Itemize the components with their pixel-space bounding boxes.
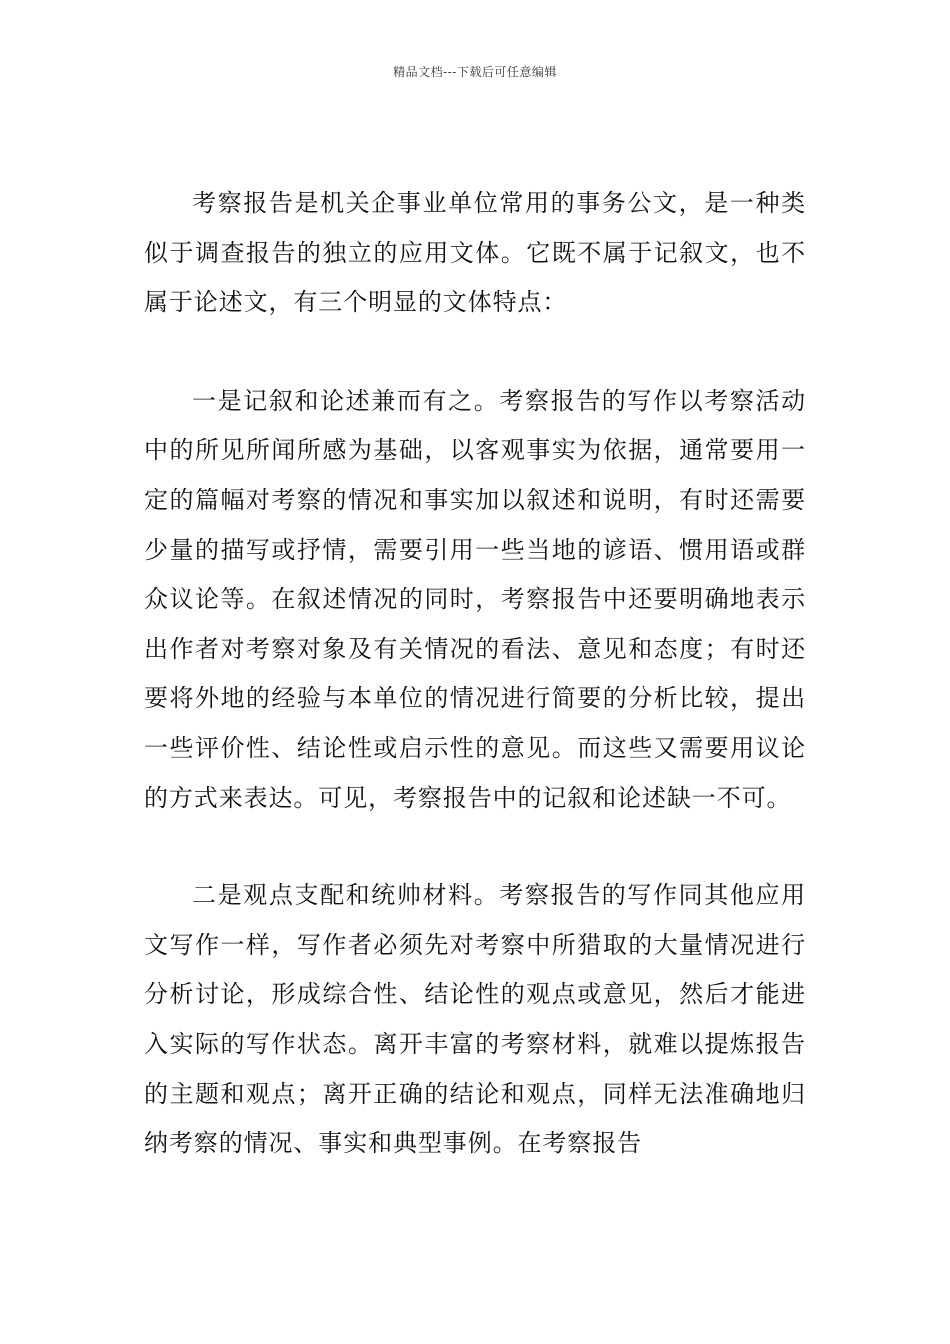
paragraph-intro: 考察报告是机关企事业单位常用的事务公文，是一种类似于调查报告的独立的应用文体。它既不属于记叙文，也不属于论述文，有三个明显的文体特点： xyxy=(144,189,806,317)
page-header: 精品文档---下载后可任意编辑 xyxy=(393,65,557,79)
paragraph-feature-one: 一是记叙和论述兼而有之。考察报告的写作以考察活动中的所见所闻所感为基础，以客观事实为依据，通常要用一定的篇幅对考察的情况和事实加以叙述和说明，有时还需要少量的描写或抒情，需要引用一些当地的谚语、惯用语或群众议论等。在叙述情况的同时，考察报告中还要明确地表示出作者对考察对象及有关情况的看法、意见和态度；有时还要将外地的经验与本单位的情况进行简要的分析比较，提出一些评价性、结论性或启示性的意见。而这些又需要用议论的方式来表达。可见，考察报告中的记叙和论述缺一不可。 xyxy=(144,386,806,812)
document-body xyxy=(144,179,806,1169)
paragraph-feature-two: 二是观点支配和统帅材料。考察报告的写作同其他应用文写作一样，写作者必须先对考察中所猎取的大量情况进行分析讨论，形成综合性、结论性的观点或意见，然后才能进入实际的写作状态。离开丰富的考察材料，就难以提炼报告的主题和观点；离开正确的结论和观点，同样无法准确地归纳考察的情况、事实和典型事例。在考察报告 xyxy=(144,881,806,1158)
